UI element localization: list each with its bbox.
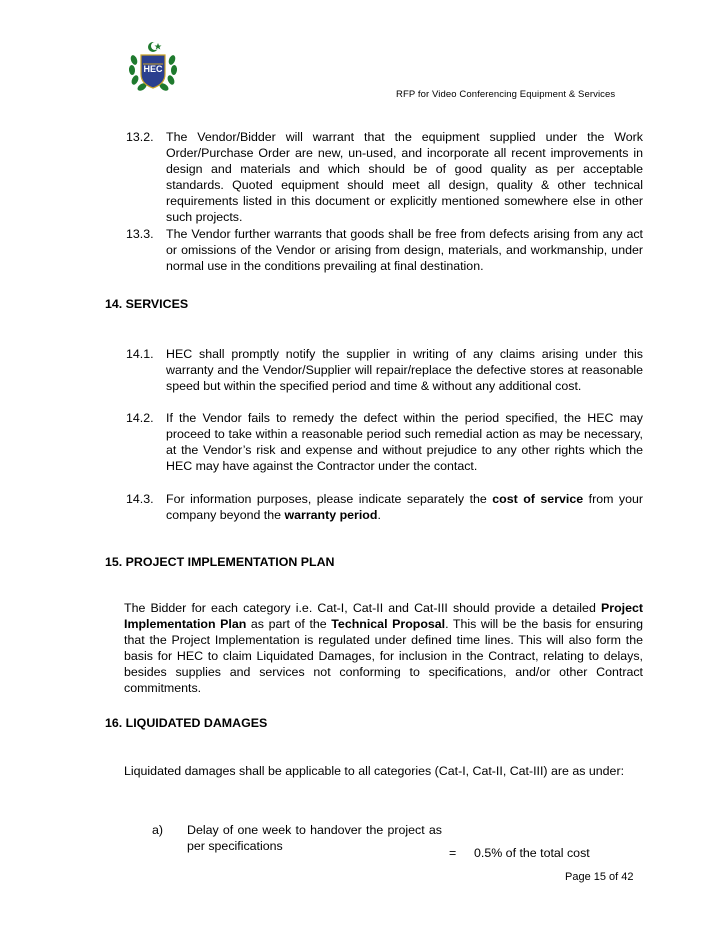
damage-item-text: Delay of one week to handover the project as per specifications [187, 823, 442, 853]
bold-technical-proposal: Technical Proposal [331, 617, 446, 632]
project-plan-paragraph: The Bidder for each category i.e. Cat-I, Cat-II and Cat-III should provide a detailed Project Implementation Plan as part of the Technical Proposal. This will be the basis for ensuring that the Project Implementation is regulated under defined time lines. This will also form the basis for HEC to claim Liquidated Damages, for inclusion in the Contract, relating to delays, besides supplies and services not conforming to specifications, and/or other Contract commitments. [124, 601, 644, 696]
clause-text: The Vendor further warrants that goods shall be free from defects arising from any act or omissions of the Vendor or arising from design, materials, and workmanship, under normal use in the conditions prevailing at final destination. [166, 227, 643, 274]
equals-sign: = [449, 846, 457, 860]
bold-warranty-period: warranty period [284, 508, 378, 523]
hec-logo [128, 40, 178, 92]
logo-text: HEC [143, 64, 163, 74]
damage-item-label: a) [152, 823, 164, 837]
document-header-title: RFP for Video Conferencing Equipment & Services [396, 89, 616, 100]
clause-text: For information purposes, please indicate separately the cost of service from your company beyond the warranty period. [166, 492, 643, 523]
clause-14-3 [126, 491, 643, 523]
section-heading-liquidated-damages: 16. LIQUIDATED DAMAGES [105, 716, 268, 730]
clause-text: HEC shall promptly notify the supplier in writing of any claims arising under this warranty and the Vendor/Supplier will repair/replace the defective stores at reasonable speed but within the specified period and time & without any additional cost. [166, 347, 643, 394]
section-heading-project-implementation-plan: 15. PROJECT IMPLEMENTATION PLAN [105, 555, 335, 569]
clause-number: 14.1. [126, 347, 154, 361]
page-number: Page 15 of 42 [565, 871, 634, 883]
clause-13-2 [126, 129, 643, 226]
clause-13-3 [126, 226, 643, 274]
clause-number: 13.2. [126, 130, 154, 144]
clause-text: If the Vendor fails to remedy the defect within the period specified, the HEC may proceed to take within a reasonable period such remedial action as may be necessary, at the Vendor’s risk and expense and without prejudice to any other rights which the HEC may have against the Contractor under the contact. [166, 411, 643, 474]
clause-number: 13.3. [126, 227, 154, 241]
clause-number: 14.2. [126, 411, 154, 425]
liquidated-damages-intro: Liquidated damages shall be applicable to all categories (Cat-I, Cat-II, Cat-III) are as under: [124, 764, 625, 778]
clause-text: The Vendor/Bidder will warrant that the equipment supplied under the Work Order/Purchase Order are new, un-used, and incorporate all recent improvements in design and materials and which should be of good quality as per acceptable standards. Quoted equipment should meet all design, quality & other technical requirements listed in this document or explicitly mentioned somewhere else in other such projects. [166, 130, 643, 225]
clause-14-2 [126, 410, 643, 474]
section-heading-services: 14. SERVICES [105, 297, 189, 311]
bold-cost-of-service: cost of service [492, 492, 584, 506]
clause-number: 14.3. [126, 492, 154, 506]
clause-14-1 [126, 346, 643, 394]
damage-rate-value: 0.5% of the total cost [474, 846, 590, 860]
bold-project-implementation-plan: Project Implementation Plan [124, 601, 643, 632]
